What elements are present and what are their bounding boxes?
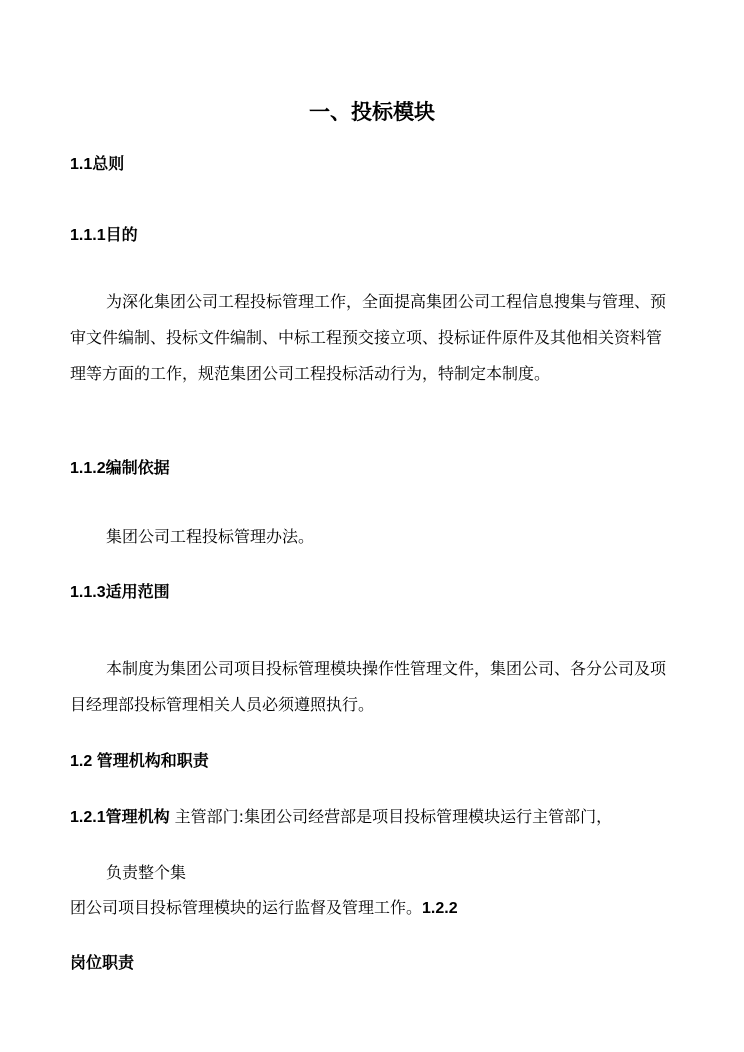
section-heading-1-1-1: 1.1.1目的 [70, 227, 138, 244]
basis-paragraph: 集团公司工程投标管理办法。 [106, 527, 315, 546]
org-text: 主管部门:集团公司经营部是项目投标管理模块运行主管部门， [169, 807, 613, 826]
org-continuation-b [70, 897, 458, 920]
section-heading-1-1-2: 1.1.2编制依据 [70, 460, 170, 477]
org-line [70, 806, 612, 829]
section-heading-1-2-2: 岗位职责 [70, 955, 135, 972]
org-continuation-text: 团公司项目投标管理模块的运行监督及管理工作。 [70, 898, 423, 917]
section-heading-1-1-3: 1.1.3适用范围 [70, 584, 170, 601]
org-continuation-a: 负责整个集 [106, 863, 187, 882]
section-heading-1-1: 1.1总则 [70, 156, 125, 173]
section-heading-1-2-1: 1.2.1管理机构 [70, 809, 170, 826]
section-number-1-2-2: 1.2.2 [422, 900, 458, 917]
section-heading-1-2: 1.2 管理机构和职责 [70, 753, 209, 770]
purpose-paragraph: 为深化集团公司工程投标管理工作，全面提高集团公司工程信息搜集与管理、预审文件编制、投标文件编制、中标工程预交接立项、投标证件原件及其他相关资料管理等方面的工作，规范集团公司工程投标活动行为，特制定本制度。 [70, 292, 667, 383]
page-title: 一、投标模块 [309, 100, 435, 124]
scope-paragraph: 本制度为集团公司项目投标管理模块操作性管理文件，集团公司、各分公司及项目经理部投标管理相关人员必须遵照执行。 [70, 659, 667, 714]
